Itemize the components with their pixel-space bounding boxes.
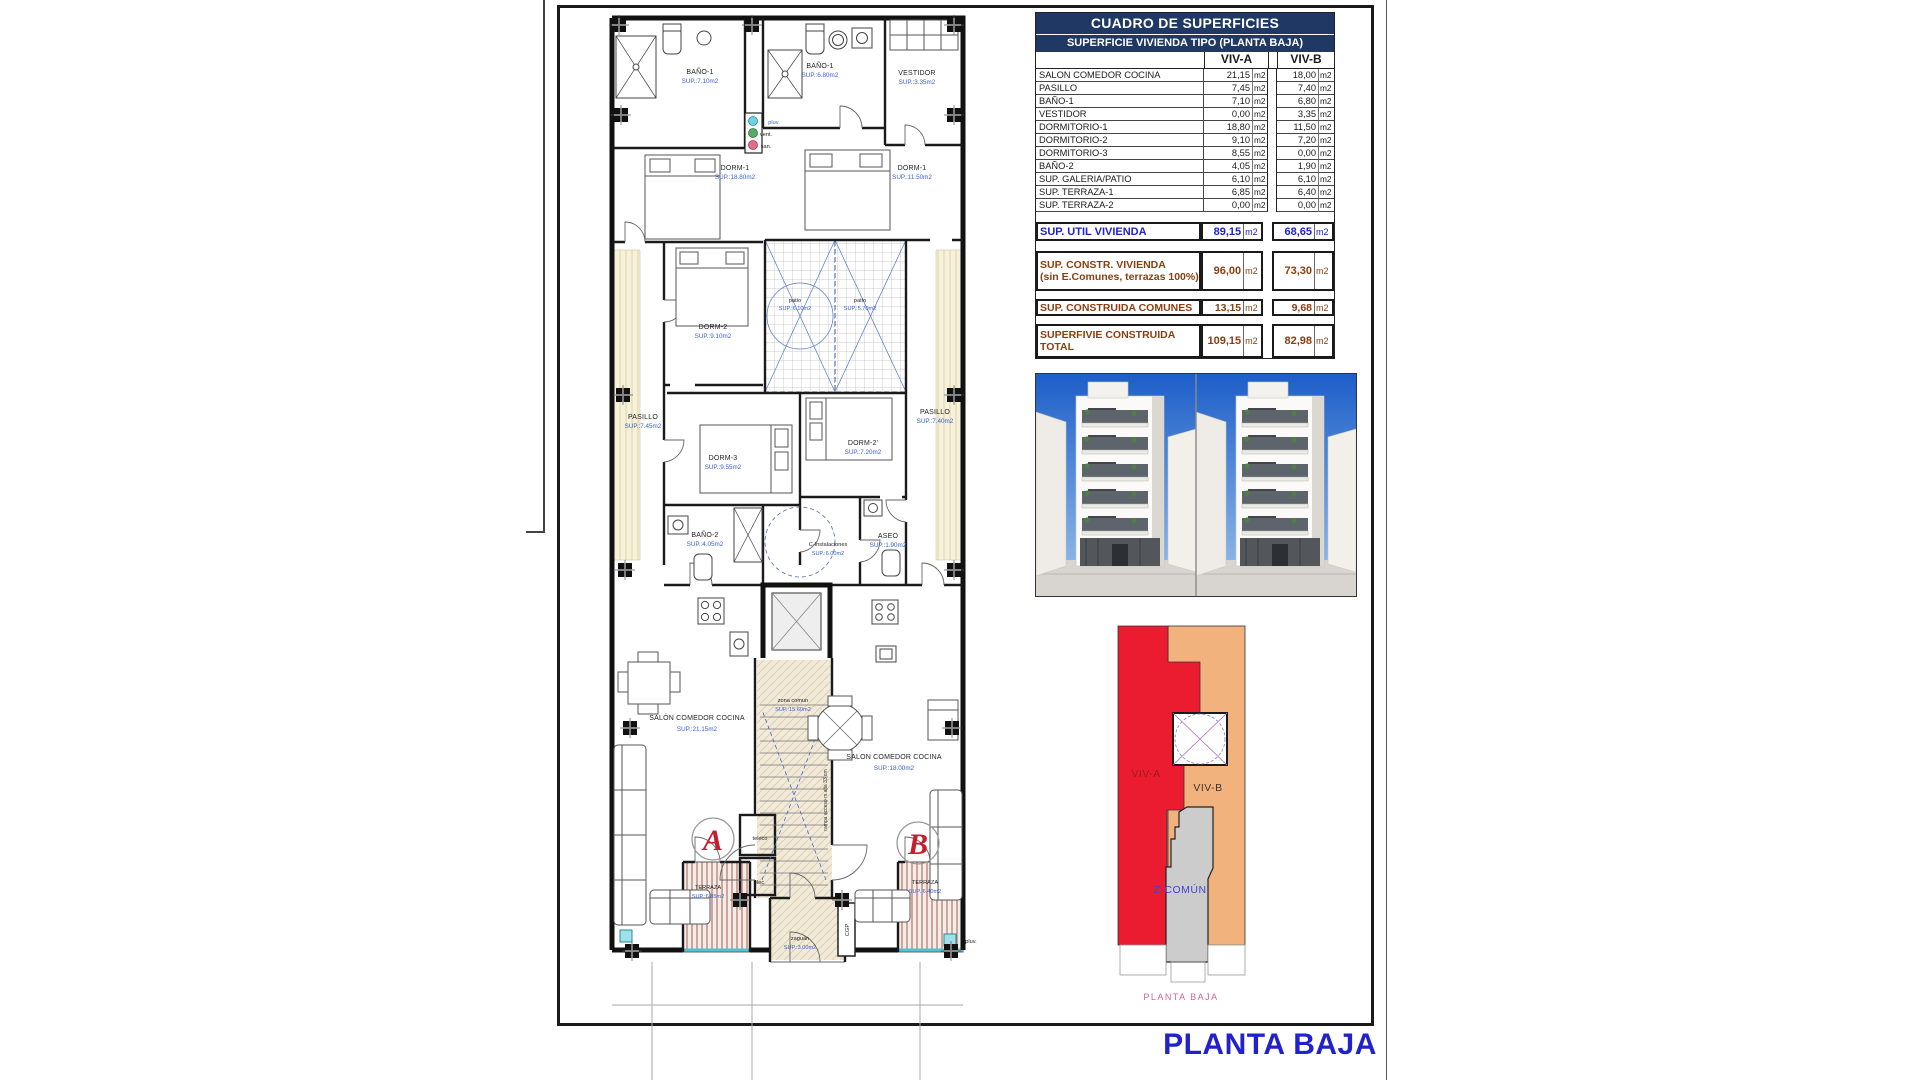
label-aseo: ASEO bbox=[877, 533, 899, 540]
label-bano1b: BAÑO-1 bbox=[806, 63, 834, 70]
svg-text:SUP.:7.20m2: SUP.:7.20m2 bbox=[844, 449, 882, 456]
patio-b-area bbox=[835, 240, 906, 392]
label-dorm2: DORM-2 bbox=[698, 324, 728, 331]
pluvial-icon bbox=[749, 117, 758, 126]
floor-plan bbox=[595, 5, 980, 1080]
zoning-label-viv-b: VIV-B bbox=[1193, 782, 1223, 794]
elevator bbox=[763, 585, 830, 658]
constr-viv-b: 73,30 m2 bbox=[1272, 251, 1334, 291]
label-terraza-b: TERRAZA bbox=[911, 880, 939, 886]
svg-text:SUP.:6.85m2: SUP.:6.85m2 bbox=[691, 894, 725, 900]
label-zona: zona comun bbox=[777, 698, 809, 704]
total-util-row: SUP. UTIL VIVIENDA 89,15 m2 68,65 m2 bbox=[1036, 222, 1334, 241]
services-legend bbox=[745, 113, 780, 153]
svg-text:SUP.:6.80m2: SUP.:6.80m2 bbox=[801, 72, 839, 79]
label-salon-b: SALON COMEDOR COCINA bbox=[846, 754, 942, 761]
label-patio-a: patio bbox=[788, 298, 802, 304]
san-icon bbox=[749, 141, 758, 150]
svg-text:SUP.:5.70m2: SUP.:5.70m2 bbox=[843, 306, 877, 312]
svg-text:SUP.:1.90m2: SUP.:1.90m2 bbox=[869, 542, 907, 549]
table-row: SUP. GALERIA/PATIO 6,10 m2 6,10 m2 bbox=[1036, 173, 1334, 186]
svg-text:vent.: vent. bbox=[759, 132, 773, 138]
total-constr-row: SUP. CONSTR. VIVIENDA (sin E.Comunes, terrazas 100%) 96,00 m2 73,30 m2 bbox=[1036, 251, 1334, 291]
table-row: DORMITORIO-2 9,10 m2 7,20 m2 bbox=[1036, 134, 1334, 147]
vent-icon bbox=[749, 129, 758, 138]
zoning-label-z-comun: Z-COMÚN bbox=[1153, 884, 1207, 896]
total-constructed-row: SUPERFIVIE CONSTRUIDA TOTAL 109,15 m2 82,98 m2 bbox=[1036, 324, 1334, 358]
label-pasillo-a: PASILLO bbox=[627, 414, 659, 421]
label-dorm3: DORM-3 bbox=[708, 455, 738, 462]
label-dorm1a: DORM-1 bbox=[720, 165, 750, 172]
table-row: PASILLO 7,45 m2 7,40 m2 bbox=[1036, 82, 1334, 95]
table-row: BAÑO-1 7,10 m2 6,80 m2 bbox=[1036, 95, 1334, 108]
svg-text:SUP.:6.10m2: SUP.:6.10m2 bbox=[778, 306, 812, 312]
left-fold-tick bbox=[526, 531, 544, 533]
comunes-viv-a: 13,15 m2 bbox=[1201, 299, 1263, 316]
svg-text:san.: san. bbox=[760, 144, 772, 150]
table-row: SUP. TERRAZA-1 6,85 m2 6,40 m2 bbox=[1036, 186, 1334, 199]
label-terraza-a: TERRAZA bbox=[694, 885, 722, 891]
common-zone-floor bbox=[757, 660, 832, 898]
label-pluv: pluv. bbox=[965, 939, 977, 945]
label-zaguan: zaguán bbox=[790, 936, 810, 942]
table-row: BAÑO-2 4,05 m2 1,90 m2 bbox=[1036, 160, 1334, 173]
label-patio-b: patio bbox=[853, 298, 867, 304]
svg-text:SUP.:7.40m2: SUP.:7.40m2 bbox=[916, 418, 954, 425]
table-row: SALON COMEDOR COCINA 21,15 m2 18,00 m2 bbox=[1036, 69, 1334, 82]
svg-text:SUP.:3.00m2: SUP.:3.00m2 bbox=[783, 945, 817, 951]
total-comunes-row: SUP. CONSTRUIDA COMUNES 13,15 m2 9,68 m2 bbox=[1036, 299, 1334, 316]
svg-text:SUP.:7.45m2: SUP.:7.45m2 bbox=[624, 423, 662, 430]
svg-text:SUP.:4.05m2: SUP.:4.05m2 bbox=[686, 541, 724, 548]
unit-a-letter: A bbox=[702, 824, 724, 857]
label-vestidor: VESTIDOR bbox=[898, 70, 936, 77]
svg-text:SUP.:6.00m2: SUP.:6.00m2 bbox=[811, 551, 845, 557]
svg-text:pluv.: pluv. bbox=[768, 120, 780, 126]
svg-text:SUP.:3.35m2: SUP.:3.35m2 bbox=[898, 79, 936, 86]
table-row: DORMITORIO-1 18,80 m2 11,50 m2 bbox=[1036, 121, 1334, 134]
col-viv-b: VIV-B bbox=[1277, 52, 1334, 68]
label-bano1a: BAÑO-1 bbox=[686, 69, 714, 76]
label-elec: elec bbox=[753, 880, 765, 886]
drain-left bbox=[620, 930, 632, 942]
zoning-caption: PLANTA BAJA bbox=[1143, 992, 1219, 1002]
util-viv-a: 89,15 m2 bbox=[1201, 222, 1263, 241]
ramp-note: rampa acceso m.alta 33 cm bbox=[823, 769, 829, 831]
surface-table-rows bbox=[1036, 69, 1334, 212]
surfaces-table bbox=[1035, 12, 1335, 359]
table-subtitle: SUPERFICIE VIVIENDA TIPO (PLANTA BAJA) bbox=[1036, 34, 1334, 52]
label-dorm2p: DORM-2' bbox=[847, 440, 879, 447]
label-salon-a: SALÓN COMEDOR COCINA bbox=[649, 715, 745, 722]
svg-text:SUP.:11.50m2: SUP.:11.50m2 bbox=[892, 174, 932, 181]
svg-text:SUP.:7.10m2: SUP.:7.10m2 bbox=[681, 78, 719, 85]
zoning-label-viv-a: VIV-A bbox=[1131, 768, 1161, 780]
table-row: DORMITORIO-3 8,55 m2 0,00 m2 bbox=[1036, 147, 1334, 160]
table-row: VESTIDOR 0,00 m2 3,35 m2 bbox=[1036, 108, 1334, 121]
unit-b-letter: B bbox=[907, 828, 929, 861]
page-title: PLANTA BAJA bbox=[1163, 1028, 1377, 1061]
gallery-hatch-left bbox=[613, 250, 640, 560]
unit-a-marker bbox=[692, 818, 734, 860]
left-fold-line bbox=[543, 0, 545, 533]
lightwell bbox=[1173, 713, 1227, 765]
patio-a-area bbox=[765, 240, 835, 392]
svg-text:SUP.:18.00m2: SUP.:18.00m2 bbox=[873, 765, 915, 772]
svg-text:SUP.:9.10m2: SUP.:9.10m2 bbox=[694, 333, 732, 340]
table-row: SUP. TERRAZA-2 0,00 m2 0,00 m2 bbox=[1036, 199, 1334, 212]
gallery-hatch-right bbox=[936, 250, 962, 560]
col-viv-a: VIV-A bbox=[1204, 52, 1268, 68]
svg-text:SUP.:18.80m2: SUP.:18.80m2 bbox=[714, 174, 756, 181]
building-render bbox=[1035, 373, 1357, 597]
label-teleco: teleco bbox=[752, 836, 768, 842]
total-viv-b: 82,98 m2 bbox=[1272, 324, 1334, 358]
table-column-headers bbox=[1036, 52, 1334, 69]
constr-viv-a: 96,00 m2 bbox=[1201, 251, 1263, 291]
zoning-diagram bbox=[1100, 615, 1260, 1015]
util-viv-b: 68,65 m2 bbox=[1272, 222, 1334, 241]
svg-text:SUP.:15.60m2: SUP.:15.60m2 bbox=[775, 707, 811, 713]
comunes-viv-b: 9,68 m2 bbox=[1272, 299, 1334, 316]
svg-text:SUP.:6.40m2: SUP.:6.40m2 bbox=[908, 889, 942, 895]
label-bano2: BAÑO-2 bbox=[691, 532, 719, 539]
cgp-box bbox=[838, 903, 855, 956]
svg-text:CGP: CGP bbox=[845, 923, 851, 937]
svg-text:SUP.:9.55m2: SUP.:9.55m2 bbox=[704, 464, 742, 471]
right-sheet-edge bbox=[1386, 0, 1387, 1080]
label-cinst: C-Instalaciones bbox=[808, 542, 848, 548]
table-title: CUADRO DE SUPERFICIES bbox=[1036, 13, 1334, 34]
label-pasillo-b: PASILLO bbox=[919, 409, 951, 416]
site-lines bbox=[612, 962, 963, 1080]
label-dorm1b: DORM-1 bbox=[897, 165, 927, 172]
svg-text:SUP.:21.15m2: SUP.:21.15m2 bbox=[676, 726, 718, 733]
total-viv-a: 109,15 m2 bbox=[1201, 324, 1263, 358]
